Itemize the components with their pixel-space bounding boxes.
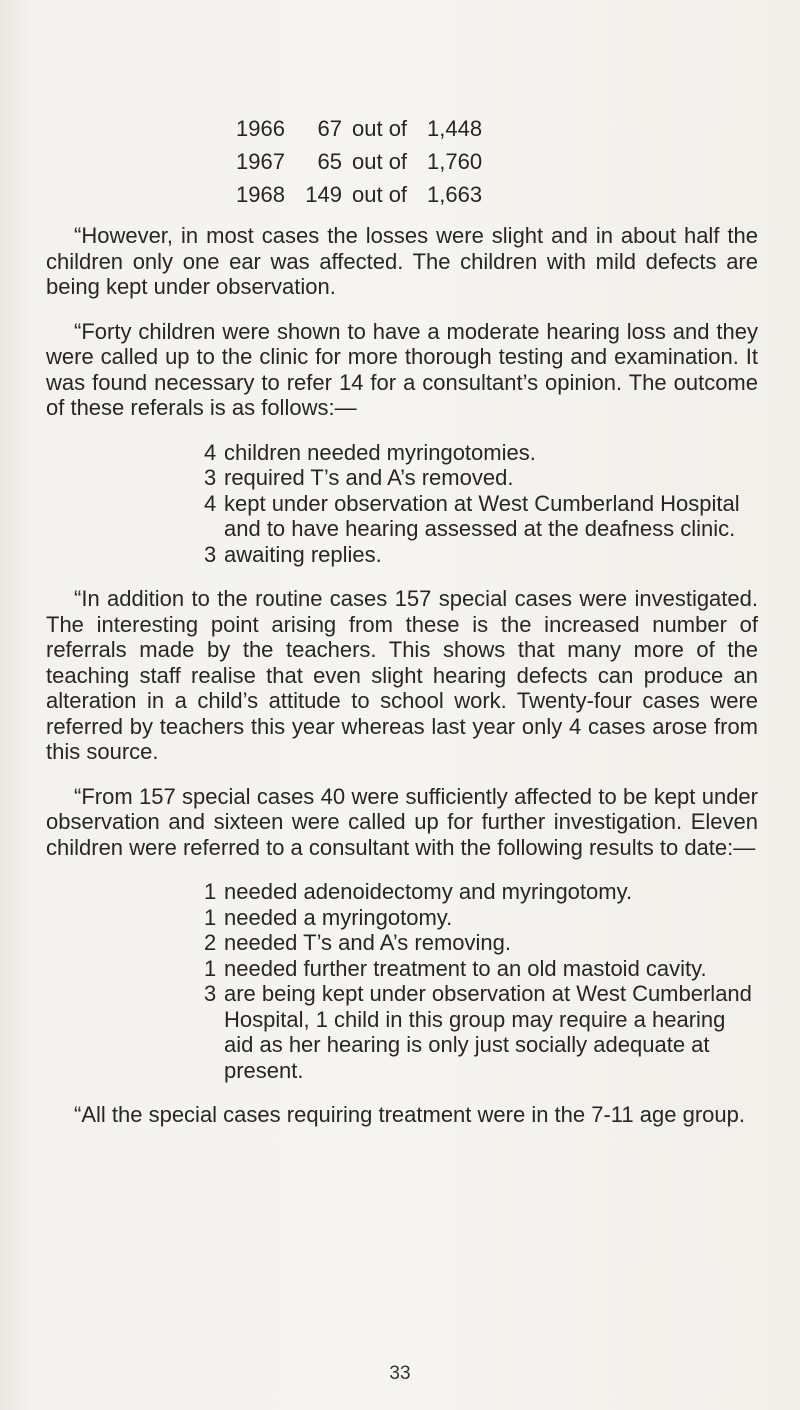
- year-cell: 1967: [236, 148, 285, 174]
- list-item: [204, 879, 758, 905]
- list-item-number: 4: [204, 490, 217, 516]
- count-cell: 67: [317, 115, 342, 141]
- table-row: [236, 145, 758, 178]
- list-item-text: needed a myringotomy.: [224, 904, 453, 930]
- paragraph-moderate-loss: “Forty children were shown to have a moderate hearing loss and they were called up to the clinic for more thorough testing and examination. It was found necessary to refer 14 for a consultant’s opinion. The outcome of these referals is as follows:—: [46, 318, 758, 420]
- yearly-figures-table: [236, 112, 758, 211]
- list-item-number: 1: [204, 904, 217, 930]
- list-item-number: 1: [204, 879, 217, 904]
- list-item: [204, 491, 758, 542]
- out-of-cell: out of: [352, 148, 408, 174]
- list-item-text: needed adenoidectomy and myringotomy.: [224, 879, 633, 904]
- list-item-text: are being kept under observation at West Cumberland Hospital, 1 child in this group may require a hearing aid as her hearing is only just socially adequate at present.: [224, 981, 752, 1083]
- consultant-results-list: [46, 879, 758, 1083]
- total-cell: 1,760: [427, 148, 483, 174]
- list-item-number: 3: [204, 541, 217, 567]
- list-item: [204, 542, 758, 568]
- list-item-number: 1: [204, 955, 217, 981]
- total-cell: 1,663: [427, 181, 483, 207]
- paragraph-age-group: “All the special cases requiring treatment were in the 7-11 age group.: [74, 1102, 745, 1127]
- year-cell: 1966: [236, 115, 285, 141]
- year-cell: 1968: [236, 181, 285, 207]
- list-item: [204, 981, 758, 1083]
- list-item: [204, 956, 758, 982]
- list-item-number: 3: [204, 981, 217, 1006]
- list-item-text: needed further treatment to an old mastoid cavity.: [224, 955, 707, 981]
- paragraph-mild-defects: “However, in most cases the losses were slight and in about half the children only one ear was affected. The children with mild defects are being kept under observation.: [46, 223, 758, 299]
- list-item: [204, 905, 758, 931]
- list-item: [204, 930, 758, 956]
- list-item-number: 3: [204, 465, 217, 490]
- total-cell: 1,448: [427, 115, 483, 141]
- table-row: [236, 178, 758, 211]
- list-item: [204, 440, 758, 466]
- list-item-text: kept under observation at West Cumberland Hospital and to have hearing assessed at the deafness clinic.: [224, 490, 740, 541]
- count-cell: 65: [317, 148, 342, 174]
- page-number: 33: [389, 1363, 411, 1384]
- list-item: [204, 465, 758, 491]
- page-content: [46, 112, 758, 1147]
- list-item-text: awaiting replies.: [224, 541, 382, 567]
- referral-outcomes-list: [46, 440, 758, 568]
- list-item-number: 2: [204, 930, 217, 955]
- list-item-number: 4: [204, 439, 217, 465]
- count-cell: 149: [305, 181, 342, 207]
- out-of-cell: out of: [352, 115, 408, 141]
- paragraph-consultant-results: “From 157 special cases 40 were sufficiently affected to be kept under observation and sixteen were called up for further investigation. Eleven children were referred to a consultant with the following results to date:—: [46, 783, 758, 860]
- out-of-cell: out of: [352, 181, 408, 207]
- list-item-text: required T’s and A’s removed.: [224, 465, 514, 490]
- table-row: [236, 112, 758, 145]
- list-item-text: needed T’s and A’s removing.: [224, 930, 512, 955]
- list-item-text: children needed myringotomies.: [224, 439, 536, 465]
- paragraph-special-cases: “In addition to the routine cases 157 special cases were investigated. The interesting point arising from these is the increased number of referrals made by the teachers. This shows that many more of the teaching staff realise that even slight hearing defects can produce an alteration in a child’s attitude to school work. Twenty-four cases were referred by teachers this year whereas last year only 4 cases arose from this source.: [46, 586, 758, 764]
